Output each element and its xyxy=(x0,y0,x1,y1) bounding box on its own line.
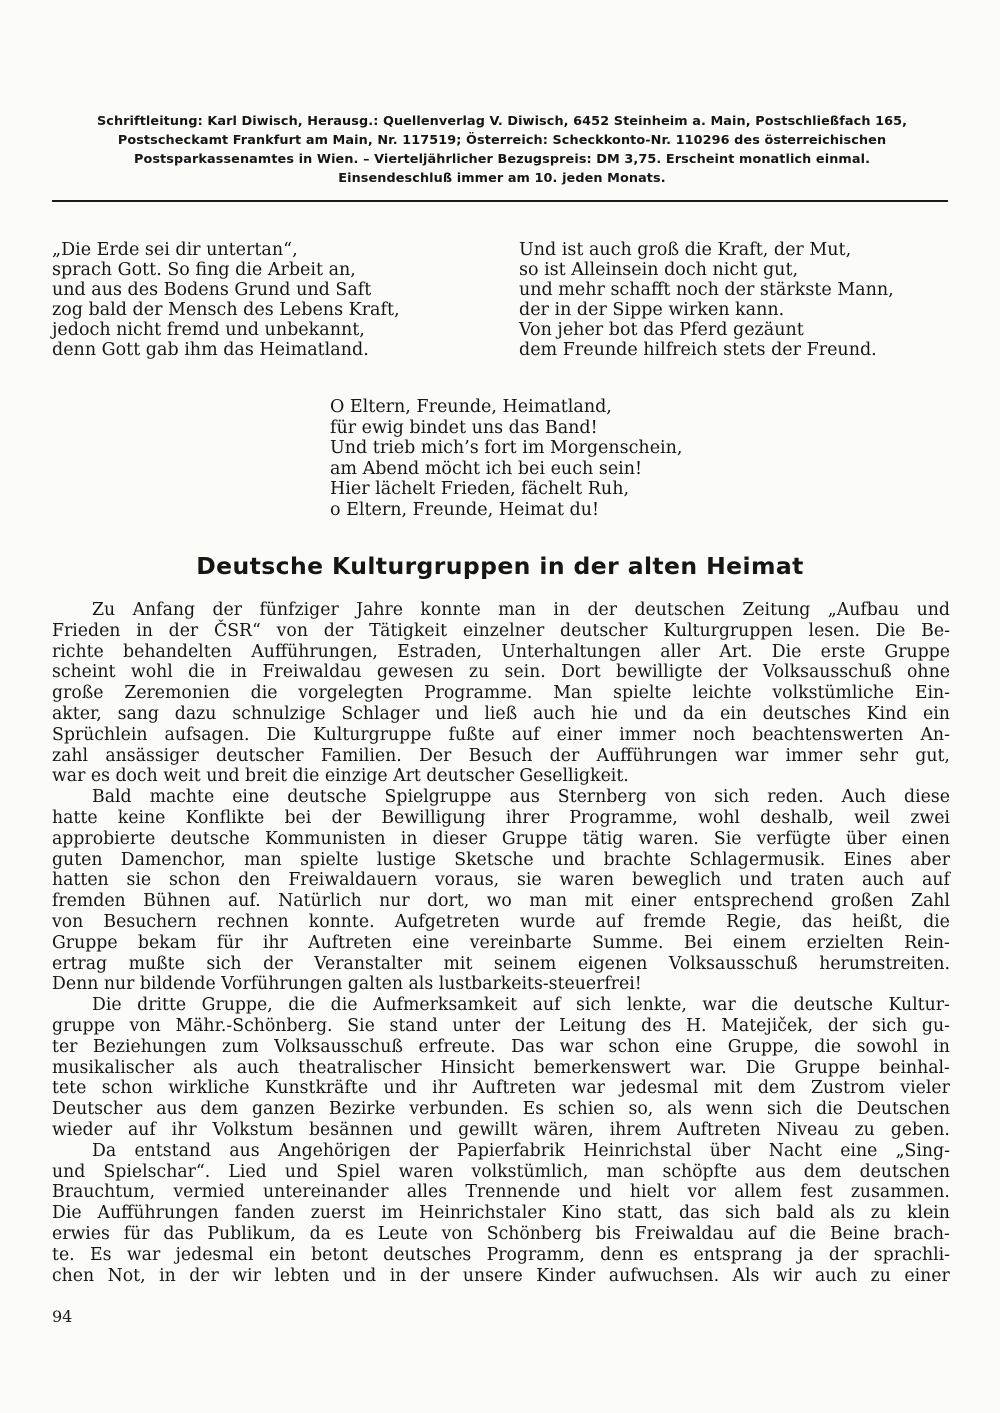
article-line: richte behandelten Aufführungen, Estraden, Unterhaltungen aller Art. Die erste Gruppe xyxy=(52,641,950,662)
article-line: chen Not, in der wir lebten und in der unsere Kinder aufwuchsen. Als wir auch zu einer xyxy=(52,1265,950,1286)
masthead-line: Schriftleitung: Karl Diwisch, Herausg.: Quellenverlag V. Diwisch, 6452 Steinheim a. Main, Postschließfach 165, xyxy=(96,114,908,129)
article-line: Die Aufführungen fanden zuerst im Heinrichstaler Kino statt, das sich bald als zu klein xyxy=(52,1203,950,1224)
article-line: scheint wohl die in Freiwaldau gewesen zu sein. Dort bewilligte der Volksausschuß ohne xyxy=(52,662,950,683)
poem-line: und mehr schafft noch der stärkste Mann, xyxy=(519,280,894,300)
article-line: fremden Bühnen auf. Natürlich nur dort, wo man mit einer entsprechend großen Zahl xyxy=(52,891,950,912)
poem-line: Hier lächelt Frieden, fächelt Ruh, xyxy=(330,479,630,499)
article-line: Denn nur bildende Vorführungen galten als lustbarkeits-steuerfrei! xyxy=(52,974,642,995)
poem-stanza-left xyxy=(52,240,400,360)
poem-line: Und ist auch groß die Kraft, der Mut, xyxy=(519,240,852,260)
article-line: Da entstand aus Angehörigen der Papierfabrik Heinrichstal über Nacht eine „Sing- xyxy=(92,1140,950,1161)
poem-line: für ewig bindet uns das Band! xyxy=(330,417,598,438)
masthead xyxy=(62,112,942,188)
poem-line: Von jeher bot das Pferd gezäunt xyxy=(519,320,804,340)
masthead-divider xyxy=(52,200,948,202)
article-line: von Besuchern rechnen konnte. Aufgetreten wurde auf fremde Regie, das heißt, die xyxy=(52,911,950,932)
poem-line: so ist Alleinsein doch nicht gut, xyxy=(519,260,799,280)
article-line: erwies für das Publikum, da es Leute von Schönberg bis Freiwaldau auf die Beine brach- xyxy=(52,1223,950,1244)
article-line: zahl ansässiger deutscher Familien. Der Besuch der Aufführungen war immer sehr gut, xyxy=(52,745,950,766)
masthead-line: Postsparkassenamtes in Wien. – Vierteljährlicher Bezugspreis: DM 3,75. Erscheint monatlich einmal. xyxy=(133,152,871,167)
poem-line: und aus des Bodens Grund und Saft xyxy=(52,280,372,300)
poem-refrain xyxy=(330,397,683,520)
poem-line: denn Gott gab ihm das Heimatland. xyxy=(52,340,369,360)
masthead-line: Einsendeschluß immer am 10. jeden Monats. xyxy=(338,171,666,186)
poem-line: sprach Gott. So fing die Arbeit an, xyxy=(52,260,356,280)
article-title: Deutsche Kulturgruppen in der alten Heimat xyxy=(196,552,804,580)
article-line: tete schon wirkliche Kunstkräfte und ihr Auftreten war jedesmal mit dem Zustrom vieler xyxy=(52,1078,950,1099)
poem-stanza-right xyxy=(519,240,894,360)
article-line: guten Damenchor, man spielte lustige Sketsche und brachte Schlagermusik. Eines aber xyxy=(52,849,950,870)
page-number: 94 xyxy=(52,1307,73,1326)
article-line: akter, sang dazu schnulzige Schlager und ließ auch hie und da ein deutsches Kind ein xyxy=(52,703,950,724)
article-line: Deutscher aus dem ganzen Bezirke verbunden. Es schien so, als wenn sich die Deutschen xyxy=(52,1099,950,1120)
poem-line: zog bald der Mensch des Lebens Kraft, xyxy=(52,300,400,320)
poem-line: o Eltern, Freunde, Heimat du! xyxy=(330,499,600,520)
article-line: approbierte deutsche Kommunisten in dieser Gruppe tätig waren. Sie verfügte über einen xyxy=(52,828,950,849)
article-line: Frieden in der ČSR“ von der Tätigkeit einzelner deutscher Kulturgruppen lesen. Die Be- xyxy=(52,620,950,641)
poem-line: der in der Sippe wirken kann. xyxy=(519,300,785,320)
article-line: war es doch weit und breit die einzige Art deutscher Geselligkeit. xyxy=(52,766,629,787)
article-line: te. Es war jedesmal ein betont deutsches Programm, denn es entsprang ja der sprachli- xyxy=(52,1244,950,1265)
article-line: Sprüchlein aufsagen. Die Kulturgruppe fußte auf einer immer noch beachtenswerten An- xyxy=(52,724,950,745)
poem-line: jedoch nicht fremd und unbekannt, xyxy=(52,320,365,340)
article-line: hatte keine Konflikte bei der Bewilligung ihrer Programme, wohl deshalb, weil zwei xyxy=(52,807,950,828)
article-line: gruppe von Mähr.-Schönberg. Sie stand unter der Leitung des H. Matejiček, der sich gu- xyxy=(52,1015,950,1036)
article-body xyxy=(52,600,950,1286)
poem-line: Und trieb mich’s fort im Morgenschein, xyxy=(330,438,683,458)
article-line: ter Beziehungen zum Volksausschuß erfreute. Das war schon eine Gruppe, die sowohl in xyxy=(52,1036,950,1057)
masthead-line: Postscheckamt Frankfurt am Main, Nr. 117519; Österreich: Scheckkonto-Nr. 110296 des österreichischen xyxy=(117,133,887,148)
article-line: große Zeremonien die vorgelegten Programme. Man spielte leichte volkstümliche Ein- xyxy=(52,683,950,704)
article-line: musikalischer als auch theatralischer Hinsicht bemerkenswert war. Die Gruppe beinhal- xyxy=(52,1057,950,1078)
article-line: ertrag mußte sich der Veranstalter mit seinem eigenen Volksausschuß herumstreiten. xyxy=(52,953,950,974)
article-line: Die dritte Gruppe, die die Aufmerksamkeit auf sich lenkte, war die deutsche Kultur- xyxy=(92,995,950,1016)
poem-line: O Eltern, Freunde, Heimatland, xyxy=(330,397,612,417)
poem-line: dem Freunde hilfreich stets der Freund. xyxy=(519,340,877,360)
article-line: Zu Anfang der fünfziger Jahre konnte man in der deutschen Zeitung „Aufbau und xyxy=(92,600,950,620)
article-line: hatten sie schon den Freiwaldauern voraus, sie waren beweglich und traten auch auf xyxy=(52,870,950,891)
article-line: und Spielschar“. Lied und Spiel waren volkstümlich, man schöpfte aus dem deutschen xyxy=(52,1161,950,1182)
poem-line: „Die Erde sei dir untertan“, xyxy=(52,240,298,260)
poem-line: am Abend möcht ich bei euch sein! xyxy=(330,458,643,479)
article-line: Brauchtum, vermied untereinander alles Trennende und hielt vor allem fest zusammen. xyxy=(52,1182,950,1203)
article-line: wieder auf ihr Volkstum besännen und gewillt wären, ihrem Auftreten Niveau zu geben. xyxy=(52,1119,950,1140)
article-line: Bald machte eine deutsche Spielgruppe aus Sternberg von sich reden. Auch diese xyxy=(92,787,950,808)
article-line: Gruppe bekam für ihr Auftreten eine vereinbarte Summe. Bei einem erzielten Rein- xyxy=(52,932,950,953)
